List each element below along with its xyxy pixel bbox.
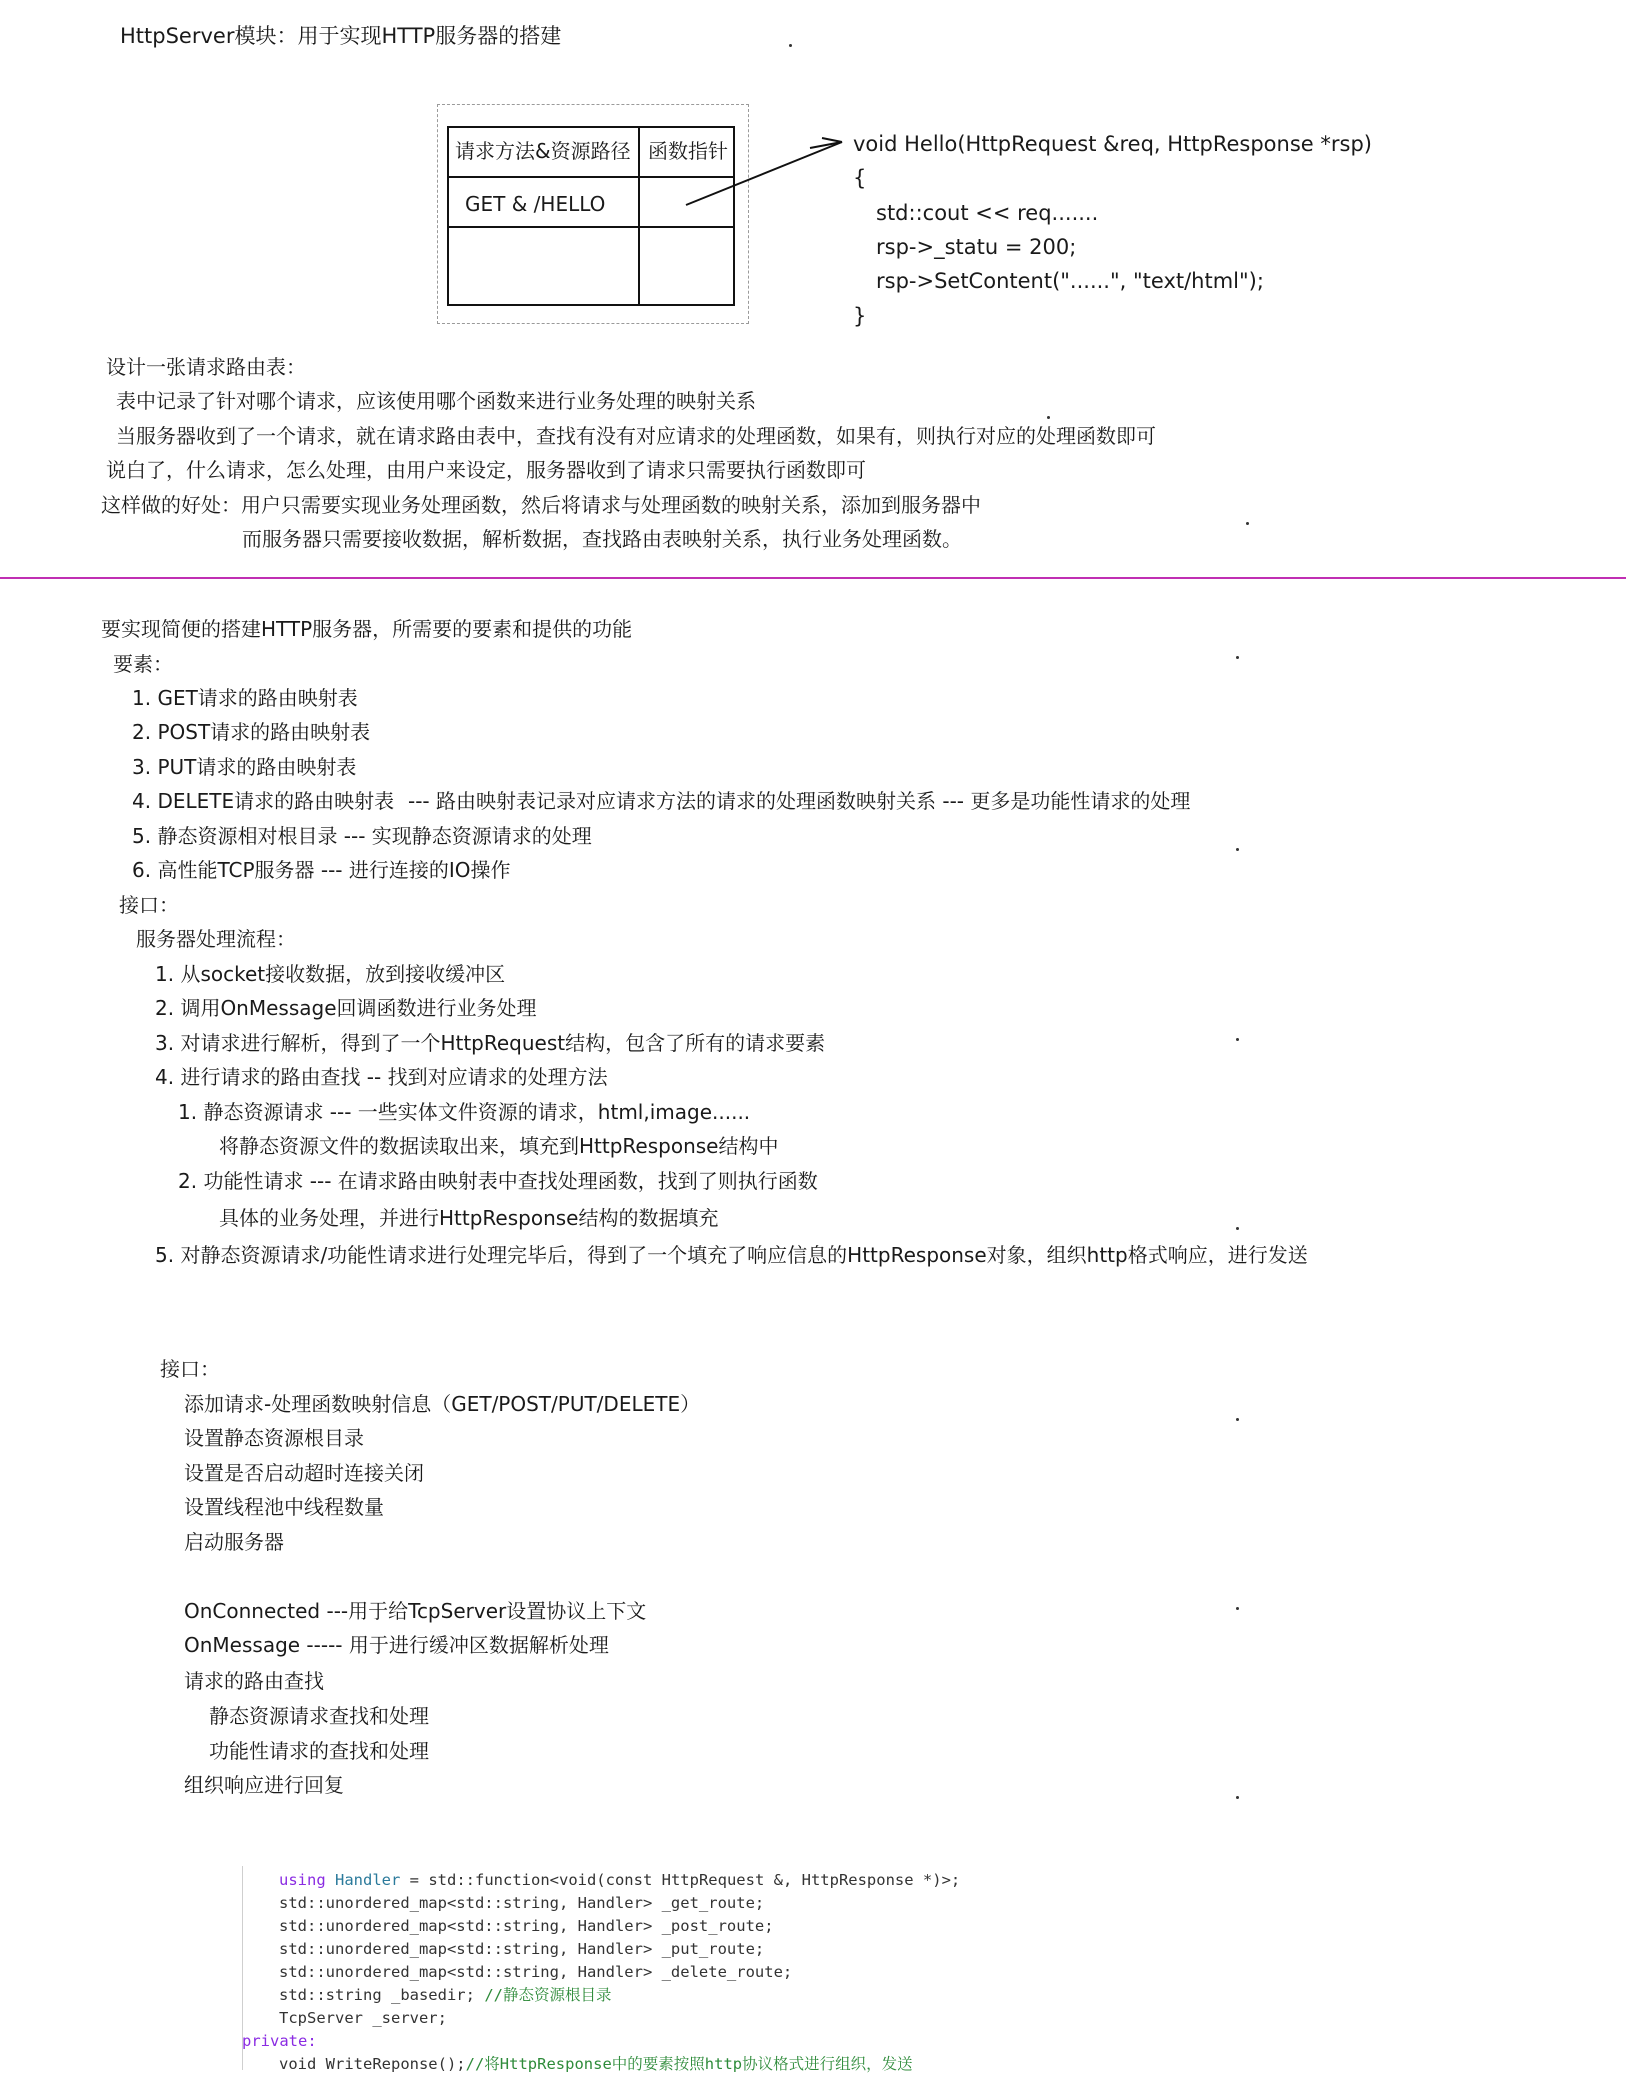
- stray-dot: [1246, 522, 1249, 525]
- hello-code-line: std::cout << req.......: [876, 201, 1099, 225]
- table-cell-method: GET & /HELLO: [465, 192, 606, 216]
- table-header-method: 请求方法&资源路径: [455, 139, 631, 163]
- code-line: [279, 1984, 611, 2007]
- code-line: private:: [242, 2032, 317, 2050]
- flow-sub-item: 具体的业务处理，并进行HttpResponse结构的数据填充: [219, 1206, 719, 1230]
- callback-item: OnMessage ----- 用于进行缓冲区数据解析处理: [184, 1633, 609, 1657]
- code-line: std::unordered_map<std::string, Handler> _post_route;: [279, 1917, 774, 1935]
- hello-code-line: void Hello(HttpRequest &req, HttpResponse *rsp): [853, 132, 1372, 156]
- stray-dot: [1236, 1227, 1239, 1230]
- interface-item: 启动服务器: [184, 1530, 284, 1554]
- element-item: 3. PUT请求的路由映射表: [132, 755, 357, 779]
- section-heading: 要实现简便的搭建HTTP服务器，所需要的要素和提供的功能: [101, 617, 633, 641]
- lookup-item: 功能性请求的查找和处理: [209, 1739, 429, 1763]
- flow-item: 1. 从socket接收数据，放到接收缓冲区: [155, 962, 506, 986]
- callback-item: OnConnected ---用于给TcpServer设置协议上下文: [184, 1599, 647, 1623]
- element-item: 4. DELETE请求的路由映射表: [132, 789, 395, 813]
- design-line: 而服务器只需要接收数据，解析数据，查找路由表映射关系，执行业务处理函数。: [242, 527, 962, 551]
- code-text: std::string _basedir;: [279, 1986, 485, 2004]
- element-item: 5. 静态资源相对根目录 --- 实现静态资源请求的处理: [132, 824, 592, 848]
- design-line: 说白了，什么请求，怎么处理，由用户来设定，服务器收到了请求只需要执行函数即可: [106, 458, 866, 482]
- interface-label: 接口：: [119, 893, 179, 917]
- code-comment: //将HttpResponse中的要素按照http协议格式进行组织，发送: [465, 2055, 913, 2073]
- interface-item: 设置是否启动超时连接关闭: [184, 1461, 424, 1485]
- stray-dot: [1236, 1607, 1239, 1610]
- flow-item: 5. 对静态资源请求/功能性请求进行处理完毕后，得到了一个填充了响应信息的HttpResponse对象，组织http格式响应，进行发送: [155, 1243, 1308, 1267]
- interface-label: 接口：: [160, 1357, 220, 1381]
- element-item: 1. GET请求的路由映射表: [132, 686, 358, 710]
- interface-item: 设置线程池中线程数量: [184, 1495, 384, 1519]
- hello-code-line: rsp->SetContent("......", "text/html");: [876, 269, 1264, 293]
- section-divider: [0, 577, 1626, 579]
- table-header-func: 函数指针: [648, 139, 728, 163]
- pointer-arrow: [0, 0, 1626, 320]
- flow-sub-item: 1. 静态资源请求 --- 一些实体文件资源的请求，html,image......: [178, 1100, 751, 1124]
- code-text: = std::function<void(const HttpRequest &, HttpResponse *)>;: [400, 1871, 961, 1889]
- code-line: TcpServer _server;: [279, 2009, 447, 2027]
- code-line: std::unordered_map<std::string, Handler> _delete_route;: [279, 1963, 793, 1981]
- code-text: void WriteReponse();: [279, 2055, 466, 2073]
- code-comment: //静态资源根目录: [484, 1986, 612, 2004]
- stray-dot: [1236, 1418, 1239, 1421]
- stray-dot: [1236, 848, 1239, 851]
- hello-code-line: {: [853, 166, 867, 190]
- reply-item: 组织响应进行回复: [184, 1773, 344, 1797]
- element-item: 2. POST请求的路由映射表: [132, 720, 371, 744]
- code-line: std::unordered_map<std::string, Handler> _put_route;: [279, 1940, 765, 1958]
- flow-item: 4. 进行请求的路由查找 -- 找到对应请求的处理方法: [155, 1065, 608, 1089]
- elements-label: 要素：: [113, 652, 173, 676]
- design-line: 这样做的好处：用户只需要实现业务处理函数，然后将请求与处理函数的映射关系，添加到服务器中: [101, 493, 981, 517]
- design-line: 表中记录了针对哪个请求，应该使用哪个函数来进行业务处理的映射关系: [116, 389, 756, 413]
- code-line: [279, 1869, 960, 1892]
- design-line: 当服务器收到了一个请求，就在请求路由表中，查找有没有对应请求的处理函数，如果有，则执行对应的处理函数即可: [116, 424, 1156, 448]
- interface-item: 设置静态资源根目录: [184, 1426, 364, 1450]
- page-title: HttpServer模块：用于实现HTTP服务器的搭建: [120, 24, 562, 48]
- lookup-item: 静态资源请求查找和处理: [209, 1704, 429, 1728]
- stray-dot: [1236, 1038, 1239, 1041]
- flow-item: 3. 对请求进行解析，得到了一个HttpRequest结构，包含了所有的请求要素: [155, 1031, 826, 1055]
- element-item: 6. 高性能TCP服务器 --- 进行连接的IO操作: [132, 858, 511, 882]
- callback-item: 请求的路由查找: [184, 1669, 324, 1693]
- code-line: [279, 2053, 913, 2076]
- flow-sub-item: 将静态资源文件的数据读取出来，填充到HttpResponse结构中: [219, 1134, 779, 1158]
- hello-code-line: }: [853, 304, 867, 328]
- design-line: 设计一张请求路由表：: [106, 355, 306, 379]
- code-type: Handler: [335, 1871, 401, 1889]
- stray-dot: [1047, 416, 1050, 419]
- stray-dot: [789, 44, 792, 47]
- route-note: --- 路由映射表记录对应请求方法的请求的处理函数映射关系 --- 更多是功能性请求的处理: [408, 789, 1191, 813]
- stray-dot: [1236, 1796, 1239, 1799]
- code-line: std::unordered_map<std::string, Handler> _get_route;: [279, 1894, 765, 1912]
- flow-sub-item: 2. 功能性请求 --- 在请求路由映射表中查找处理函数，找到了则执行函数: [178, 1169, 818, 1193]
- flow-label: 服务器处理流程：: [136, 927, 296, 951]
- code-keyword: using: [279, 1871, 326, 1889]
- interface-item: 添加请求-处理函数映射信息（GET/POST/PUT/DELETE）: [184, 1392, 701, 1416]
- stray-dot: [1236, 656, 1239, 659]
- flow-item: 2. 调用OnMessage回调函数进行业务处理: [155, 996, 537, 1020]
- hello-code-line: rsp->_statu = 200;: [876, 235, 1077, 259]
